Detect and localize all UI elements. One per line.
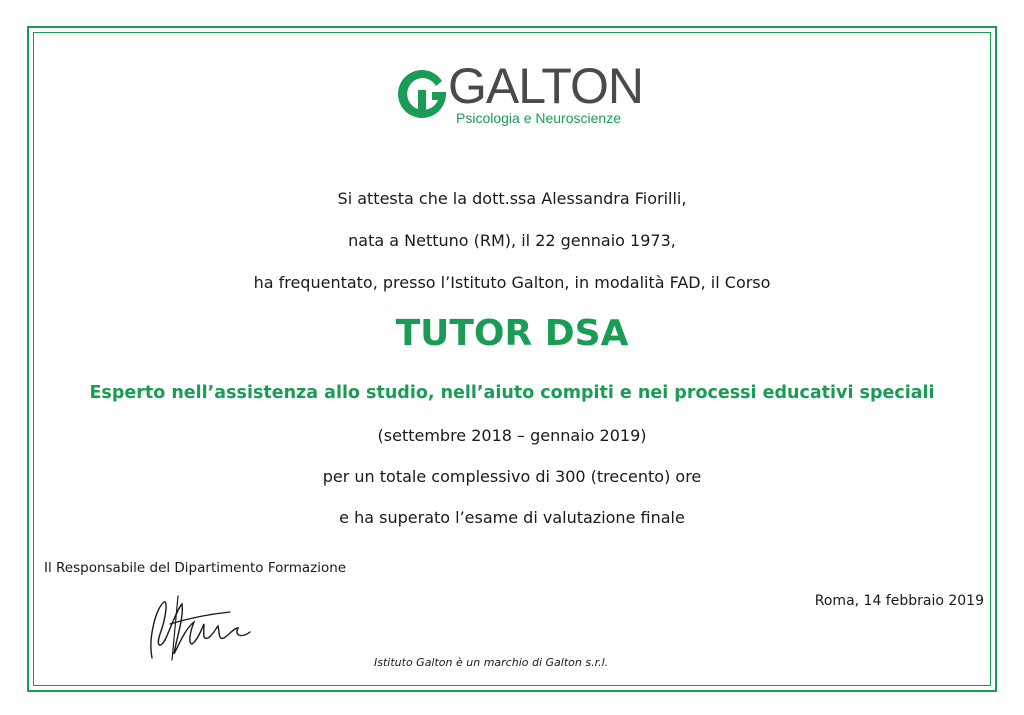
signature-icon [130, 588, 280, 668]
trademark-note: Istituto Galton è un marchio di Galton s.r.l. [374, 656, 609, 669]
galton-logo [392, 58, 642, 128]
logo-tagline: Psicologia e Neuroscienze [456, 110, 621, 126]
course-subtitle: Esperto nell’assistenza allo studio, nell’aiuto compiti e nei processi educativi speciali [89, 383, 935, 403]
course-hours: per un totale complessivo di 300 (trecento) ore [322, 467, 702, 486]
logo-wordmark: GALTON [448, 58, 643, 114]
galton-g-icon [392, 64, 452, 124]
birth-line: nata a Nettuno (RM), il 22 gennaio 1973, [348, 231, 676, 250]
place-date: Roma, 14 febbraio 2019 [814, 593, 984, 609]
exam-line: e ha superato l’esame di valutazione finale [339, 508, 685, 527]
attendance-line: ha frequentato, presso l’Istituto Galton, in modalità FAD, il Corso [253, 273, 771, 292]
responsible-label: Il Responsabile del Dipartimento Formazione [44, 560, 347, 576]
attestation-line: Si attesta che la dott.ssa Alessandra Fiorilli, [337, 189, 687, 208]
course-period: (settembre 2018 – gennaio 2019) [377, 426, 647, 445]
course-title: TUTOR DSA [395, 313, 629, 354]
